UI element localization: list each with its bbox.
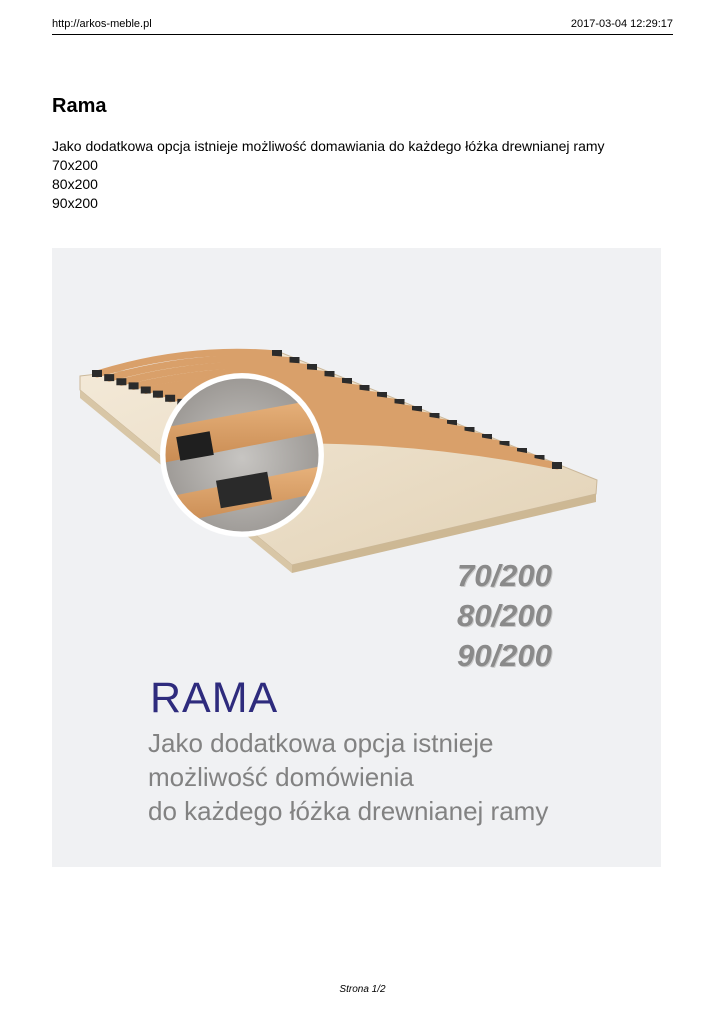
slat-holder [129, 382, 139, 389]
figure-description-line: możliwość domówienia [148, 762, 414, 792]
header-url[interactable]: http://arkos-meble.pl [52, 18, 152, 30]
size-90-200: 90/200 [457, 638, 552, 673]
body-line-size-80: 80x200 [52, 176, 98, 192]
slat-holder [153, 391, 163, 398]
figure-description-line: do każdego łóżka drewnianej ramy [148, 796, 549, 826]
slat-holder [165, 395, 175, 402]
page-header [52, 16, 673, 35]
page-title: Rama [52, 95, 107, 117]
slat-holder [116, 378, 126, 385]
body-text [52, 137, 673, 213]
figure-title: RAMA [150, 674, 279, 722]
figure-description-line: Jako dodatkowa opcja istnieje [148, 728, 494, 758]
body-line-size-90: 90x200 [52, 195, 98, 211]
product-image [52, 248, 661, 867]
body-line-size-70: 70x200 [52, 157, 98, 173]
slat-holder [104, 374, 114, 381]
slat-holder [552, 462, 562, 469]
slat-holder [141, 387, 151, 394]
slat-holder [92, 370, 102, 377]
page-footer: Strona 1/2 [339, 984, 386, 995]
body-line-description: Jako dodatkowa opcja istnieje możliwość domawiania do każdego łóżka drewnianej ramy [52, 138, 605, 154]
size-70-200: 70/200 [457, 558, 552, 593]
size-list [457, 556, 552, 676]
header-datetime: 2017-03-04 12:29:17 [570, 18, 673, 30]
size-80-200: 80/200 [457, 598, 552, 633]
figure-description [148, 726, 548, 828]
